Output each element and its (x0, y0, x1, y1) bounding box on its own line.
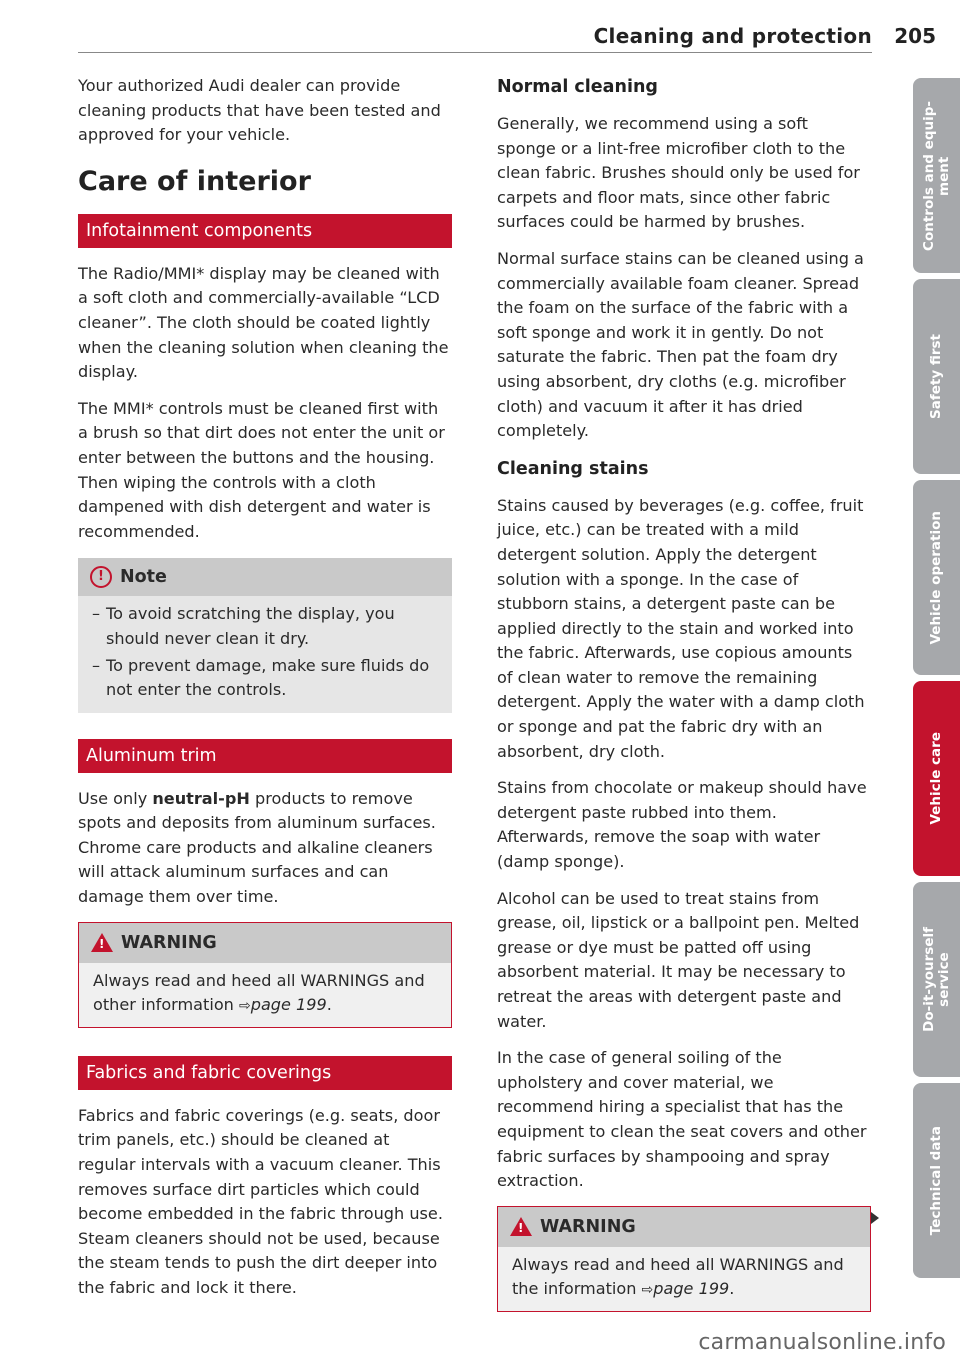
normal-paragraph-1: Generally, we recommend using a soft sponge or a lint-free microfiber cloth to the clean fabric. Brushes should only be used for carpets and floor mats, since other fabric surfaces could be harmed by brushes. (497, 114, 860, 232)
warning-title: WARNING (540, 1216, 636, 1237)
header-rule (78, 52, 872, 53)
normal-cleaning-heading: Normal cleaning (497, 77, 658, 97)
warning-box (78, 922, 452, 1028)
watermark: carmanualsonline.info (698, 1330, 946, 1355)
infotainment-paragraph-2: The MMI* controls must be cleaned first with a brush so that dirt does not enter the unit or enter between the buttons and the housing. Then wiping the controls with a cloth dampened with dish detergent and water is recommended. (78, 398, 445, 541)
left-column (78, 74, 452, 1313)
running-head: Cleaning and protection (593, 24, 872, 48)
page-reference-link[interactable]: page 199 (653, 1279, 730, 1299)
stains-paragraph-2: Stains from chocolate or makeup should have detergent paste rubbed into them. Afterwards, remove the soap with water (damp sponge). (497, 778, 867, 872)
tab-safety-first[interactable]: Safety first (913, 279, 960, 474)
note-item: – To prevent damage, make sure fluids do not enter the controls. (92, 655, 430, 700)
tab-vehicle-operation[interactable]: Vehicle operation (913, 480, 960, 675)
right-column (497, 74, 871, 1340)
tab-vehicle-care[interactable]: Vehicle care (913, 681, 960, 876)
warning-title: WARNING (121, 932, 217, 953)
warning-text: Always read and heed all WARNINGS and other information ⇨page 199. (93, 970, 425, 1015)
tab-technical-data[interactable]: Technical data (913, 1083, 960, 1278)
page-number: 205 (894, 24, 936, 48)
stains-paragraph-1: Stains caused by beverages (e.g. coffee, fruit juice, etc.) can be treated with a mild detergent solution. Apply the detergent solution with a sponge. In the case of stubborn stains, a detergent paste can be applied directly to the stain and worked into the fabric. Afterwards, use copious amounts of clean water to remove the remaining detergent. Apply the water with a damp cloth or sponge and pat the fabric dry with an absorbent, dry cloth. (497, 495, 865, 761)
aluminum-heading: Aluminum trim (78, 739, 452, 773)
note-icon: ! (90, 566, 112, 588)
warning-text: Always read and heed all WARNINGS and the information ⇨page 199. (512, 1254, 844, 1299)
note-item: – To avoid scratching the display, you should never clean it dry. (92, 604, 395, 648)
warning-header (79, 923, 451, 963)
fabrics-paragraph: Fabrics and fabric coverings (e.g. seats, door trim panels, etc.) should be cleaned at regular intervals with a vacuum cleaner. This removes surface dirt particles which could become embedded in the fabric through use. Steam cleaners should not be used, because the steam tends to push the dirt deeper into the fabric and lock it there. (78, 1105, 443, 1297)
stains-paragraph-3: Alcohol can be used to treat stains from grease, oil, lipstick or a ballpoint pen. Melted grease or dye must be patted off using absorbent material. It may be necessary to retreat the areas with detergent paste and water. (497, 888, 860, 1031)
tab-do-it-yourself-service[interactable]: Do-it-yourself service (913, 882, 960, 1077)
page-reference-link[interactable]: page 199 (250, 995, 327, 1015)
aluminum-paragraph: Use only neutral-pH products to remove spots and deposits from aluminum surfaces. Chrome care products and alkaline cleaners will attack aluminum surfaces and can damage them over time. (78, 788, 436, 907)
arrow-right-icon: ⇨ (641, 1282, 654, 1299)
infotainment-paragraph-1: The Radio/MMI* display may be cleaned with a soft cloth and commercially-available “LCD cleaner”. The cloth should be coated lightly when the cleaning solution when cleaning the display. (78, 263, 449, 382)
warning-box (497, 1206, 871, 1312)
stains-paragraph-4: In the case of general soiling of the upholstery and cover material, we recommend hiring a specialist that has the equipment to clean the seat covers and other fabric surfaces by shampooing and spray extraction. (497, 1048, 867, 1191)
care-of-interior-heading: Care of interior (78, 165, 311, 197)
intro-paragraph: Your authorized Audi dealer can provide cleaning products that have been tested and approved for your vehicle. (78, 76, 441, 145)
note-header (78, 558, 452, 596)
fabrics-heading: Fabrics and fabric coverings (78, 1056, 452, 1090)
cleaning-stains-heading: Cleaning stains (497, 458, 649, 479)
chapter-tabs (913, 78, 960, 1284)
arrow-right-icon: ⇨ (239, 998, 251, 1015)
tab-controls-and-equipment[interactable]: Controls and equip- ment (913, 78, 960, 273)
note-title: Note (120, 567, 167, 588)
continue-arrow-icon (871, 1212, 879, 1224)
warning-header (498, 1207, 870, 1247)
warning-triangle-icon: ! (510, 1217, 532, 1236)
normal-paragraph-2: Normal surface stains can be cleaned using a commercially available foam cleaner. Spread the foam on the surface of the fabric with a soft sponge and work it in gently. Do not saturate the fabric. Then pat the foam dry using absorbent, dry cloths (e.g. microfiber cloth) and vacuum it after it has dried completely. (497, 248, 864, 441)
warning-triangle-icon: ! (91, 933, 113, 952)
note-box (78, 558, 452, 712)
infotainment-heading: Infotainment components (78, 214, 452, 248)
